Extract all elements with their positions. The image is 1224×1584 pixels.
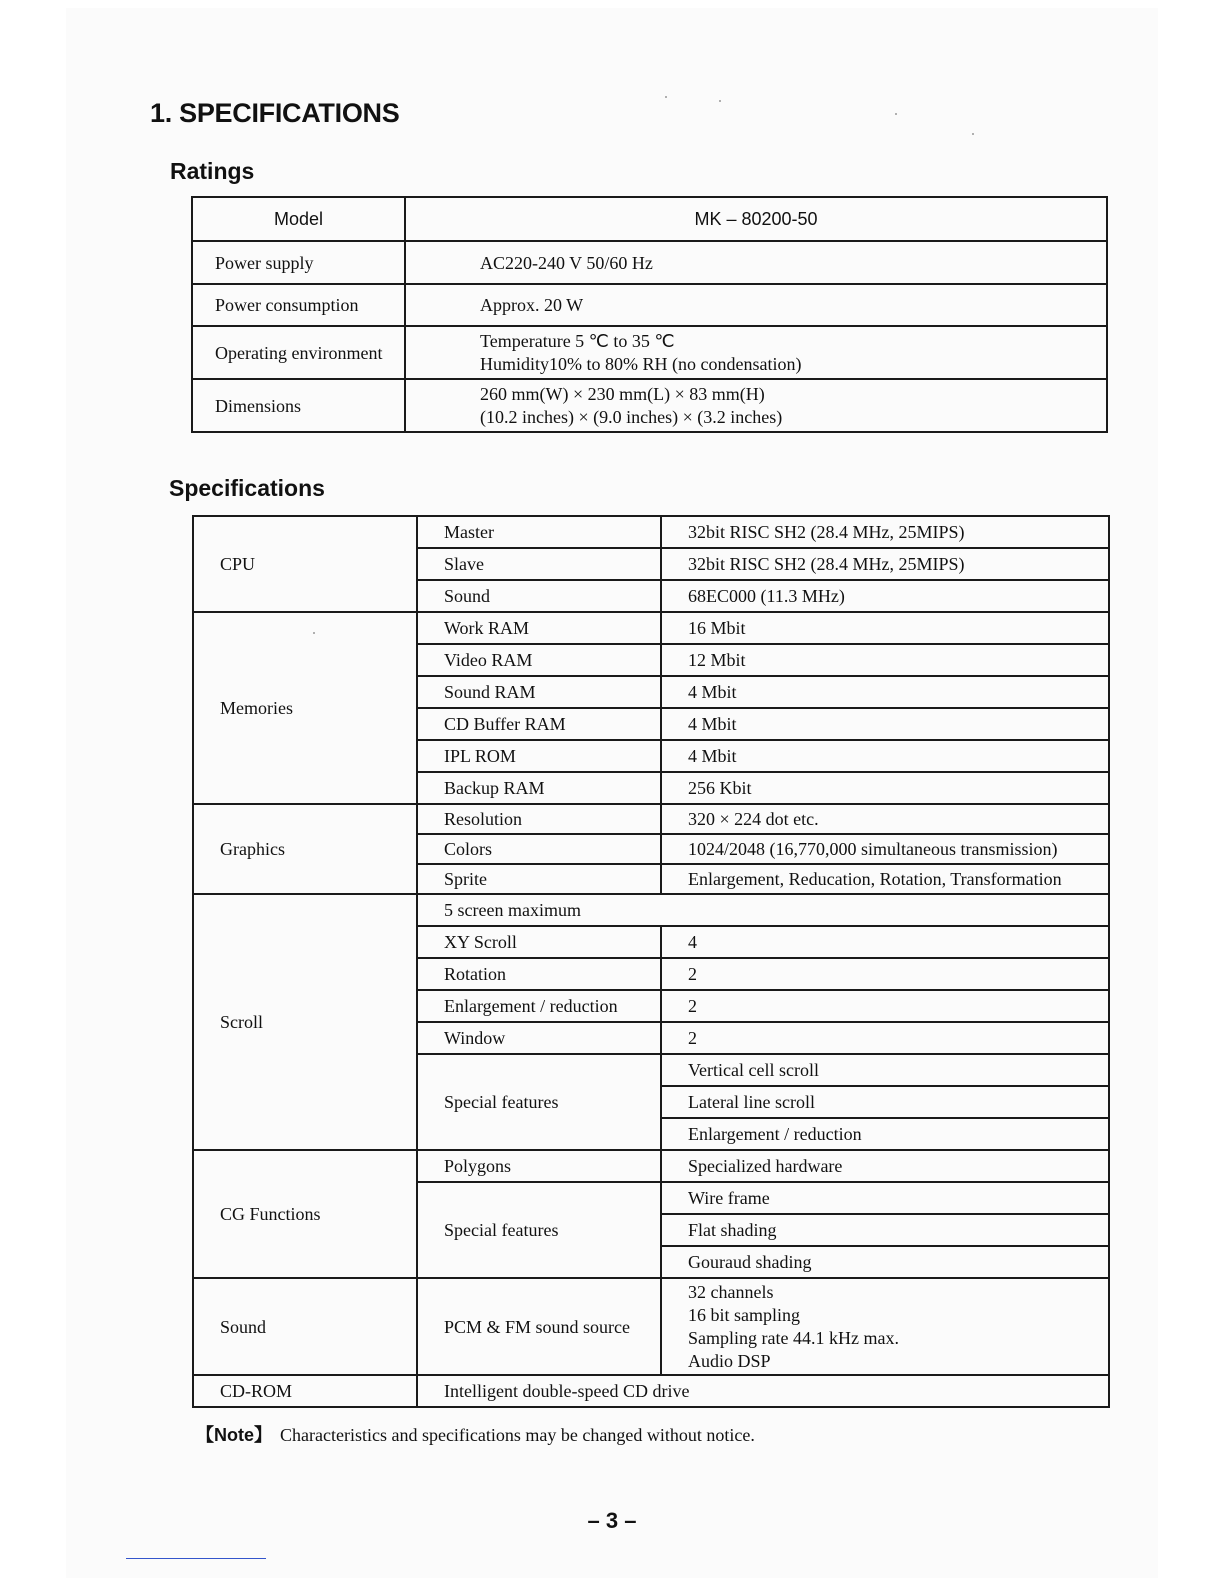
cpu-label: CPU — [193, 516, 417, 612]
spec-row — [193, 894, 1109, 926]
ratings-row — [192, 241, 1107, 284]
rating-value: Approx. 20 W — [405, 284, 1107, 326]
spec-value: Lateral line scroll — [661, 1086, 1109, 1118]
spec-item: Backup RAM — [417, 772, 661, 804]
spec-item: Work RAM — [417, 612, 661, 644]
spec-row — [193, 612, 1109, 644]
scan-speck — [972, 133, 974, 135]
spec-item: Sound RAM — [417, 676, 661, 708]
spec-value: 32bit RISC SH2 (28.4 MHz, 25MIPS) — [661, 516, 1109, 548]
rating-value-line: Temperature 5 ℃ to 35 ℃ — [480, 330, 675, 351]
scan-speck — [719, 100, 721, 102]
rating-value-line: 260 mm(W) × 230 mm(L) × 83 mm(H) — [480, 383, 765, 404]
note — [196, 1421, 755, 1447]
scroll-special-label: Special features — [417, 1054, 661, 1150]
ratings-header-row — [192, 197, 1107, 241]
spec-item: Sprite — [417, 864, 661, 894]
spec-row — [193, 804, 1109, 834]
rating-value — [405, 326, 1107, 379]
sound-line: 32 channels — [688, 1281, 774, 1302]
spec-item: Polygons — [417, 1150, 661, 1182]
spec-value: 1024/2048 (16,770,000 simultaneous transmission) — [661, 834, 1109, 864]
scroll-label: Scroll — [193, 894, 417, 1150]
spec-item: Resolution — [417, 804, 661, 834]
spec-item: Slave — [417, 548, 661, 580]
spec-value: 320 × 224 dot etc. — [661, 804, 1109, 834]
rating-value: AC220-240 V 50/60 Hz — [405, 241, 1107, 284]
spec-item: Master — [417, 516, 661, 548]
scroll-span-row: 5 screen maximum — [417, 894, 1109, 926]
sound-line: Sampling rate 44.1 kHz max. — [688, 1327, 899, 1348]
spec-item: Window — [417, 1022, 661, 1054]
spec-row — [193, 1150, 1109, 1182]
cg-functions-label: CG Functions — [193, 1150, 417, 1278]
memories-label: Memories — [193, 612, 417, 804]
ratings-heading: Ratings — [170, 158, 255, 184]
spec-row — [193, 1375, 1109, 1407]
cdrom-label: CD-ROM — [193, 1375, 417, 1407]
cg-special-label: Special features — [417, 1182, 661, 1278]
spec-value: 68EC000 (11.3 MHz) — [661, 580, 1109, 612]
spec-value: 16 Mbit — [661, 612, 1109, 644]
ratings-row — [192, 326, 1107, 379]
spec-value: 4 — [661, 926, 1109, 958]
spec-value: 256 Kbit — [661, 772, 1109, 804]
spec-value: Wire frame — [661, 1182, 1109, 1214]
model-label: Model — [192, 197, 405, 241]
scan-speck — [665, 96, 667, 98]
spec-row — [193, 1278, 1109, 1375]
rating-label: Power supply — [192, 241, 405, 284]
specifications-table — [192, 515, 1110, 1408]
rating-label: Operating environment — [192, 326, 405, 379]
spec-item: Colors — [417, 834, 661, 864]
spec-value: 4 Mbit — [661, 708, 1109, 740]
spec-item: Rotation — [417, 958, 661, 990]
ratings-row — [192, 284, 1107, 326]
cdrom-value: Intelligent double-speed CD drive — [417, 1375, 1109, 1407]
spec-value: 2 — [661, 958, 1109, 990]
spec-item: PCM & FM sound source — [417, 1278, 661, 1375]
model-value: MK – 80200-50 — [405, 197, 1107, 241]
spec-value: Enlargement, Reducation, Rotation, Transformation — [661, 864, 1109, 894]
page-title: 1. SPECIFICATIONS — [150, 98, 400, 128]
rating-label: Dimensions — [192, 379, 405, 432]
scan-speck — [313, 632, 315, 634]
spec-item: Sound — [417, 580, 661, 612]
divider — [126, 1558, 266, 1559]
note-text: Characteristics and specifications may be changed without notice. — [280, 1425, 755, 1445]
spec-item: IPL ROM — [417, 740, 661, 772]
spec-value: 4 Mbit — [661, 740, 1109, 772]
sound-label: Sound — [193, 1278, 417, 1375]
specifications-heading: Specifications — [169, 475, 325, 501]
page-number: – 3 – — [587, 1508, 637, 1533]
spec-value: Enlargement / reduction — [661, 1118, 1109, 1150]
rating-value-line: (10.2 inches) × (9.0 inches) × (3.2 inches) — [480, 406, 783, 427]
spec-item: Enlargement / reduction — [417, 990, 661, 1022]
spec-value — [661, 1278, 1109, 1375]
spec-item: XY Scroll — [417, 926, 661, 958]
ratings-row — [192, 379, 1107, 432]
spec-value: Flat shading — [661, 1214, 1109, 1246]
spec-value: Gouraud shading — [661, 1246, 1109, 1278]
spec-item: CD Buffer RAM — [417, 708, 661, 740]
spec-value: 32bit RISC SH2 (28.4 MHz, 25MIPS) — [661, 548, 1109, 580]
ratings-table — [191, 196, 1108, 433]
rating-value — [405, 379, 1107, 432]
rating-label: Power consumption — [192, 284, 405, 326]
note-tag: 【Note】 — [196, 1425, 272, 1445]
spec-value: 2 — [661, 1022, 1109, 1054]
spec-value: Vertical cell scroll — [661, 1054, 1109, 1086]
graphics-label: Graphics — [193, 804, 417, 894]
rating-value-line: Humidity10% to 80% RH (no condensation) — [480, 353, 802, 374]
spec-value: 2 — [661, 990, 1109, 1022]
spec-value: 12 Mbit — [661, 644, 1109, 676]
spec-value: Specialized hardware — [661, 1150, 1109, 1182]
spec-value: 4 Mbit — [661, 676, 1109, 708]
sound-line: Audio DSP — [688, 1350, 771, 1371]
scan-speck — [895, 113, 897, 115]
spec-item: Video RAM — [417, 644, 661, 676]
spec-row — [193, 516, 1109, 548]
sound-line: 16 bit sampling — [688, 1304, 800, 1325]
